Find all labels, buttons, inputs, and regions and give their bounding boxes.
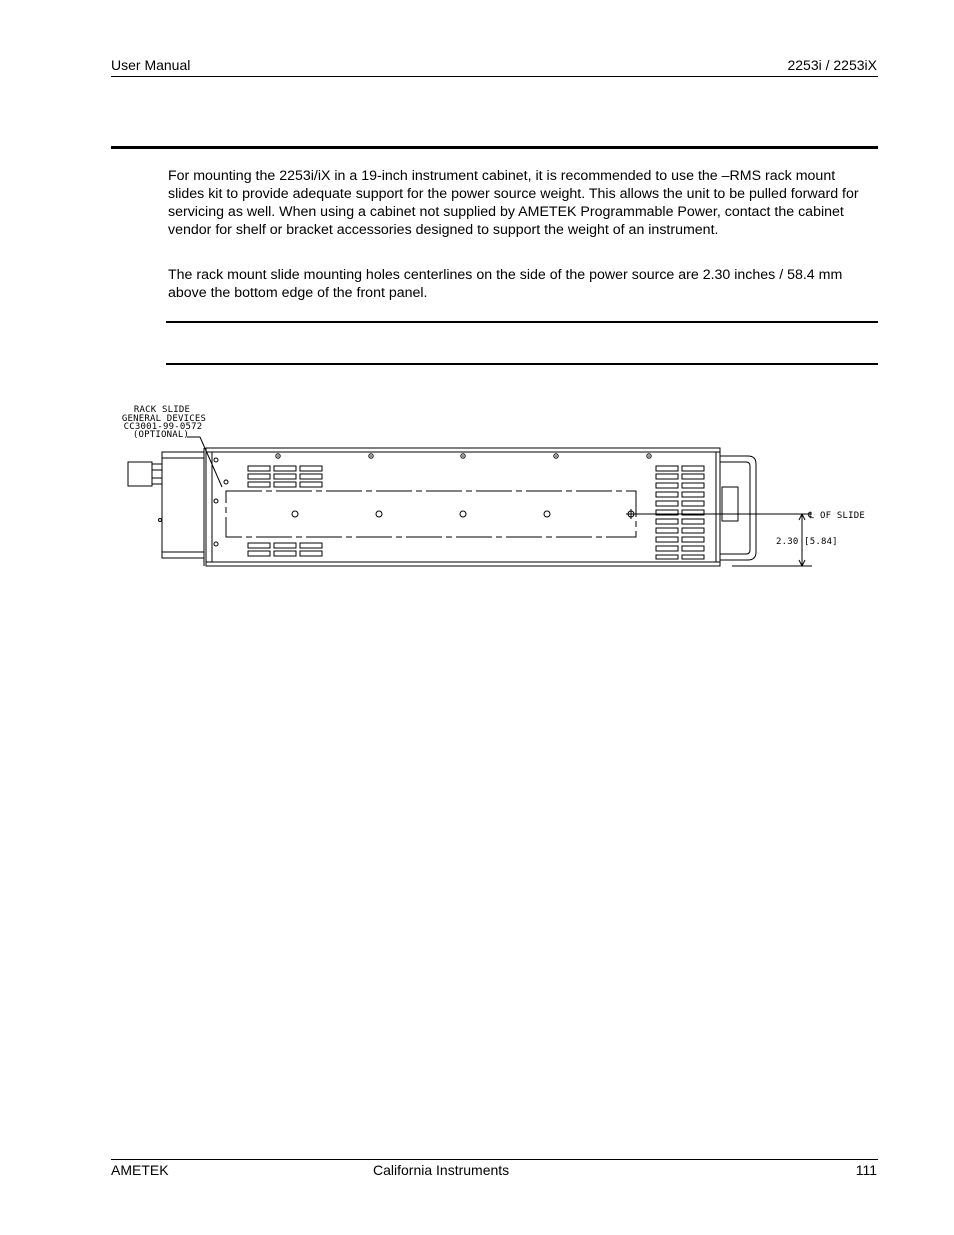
centerline-symbol: ℄ [808, 511, 814, 521]
footer-division: California Instruments [373, 1162, 510, 1178]
front-panel-body [162, 452, 204, 558]
connector-tab [152, 464, 162, 470]
vent-group-front-top [248, 466, 322, 487]
slide-hole [460, 511, 466, 517]
slide-hole [376, 511, 382, 517]
vent-group-front-bottom [248, 543, 322, 556]
handle-bracket [722, 487, 738, 521]
callout-line-3: CC3001-99-0572 [123, 422, 203, 432]
paragraph-rack-mount: For mounting the 2253i/iX in a 19-inch instrument cabinet, it is recommended to use the –RMS rack mount slides kit to provide adequate support for the power source weight. This allows the unit to be pulled forward for servicing as well. When using a cabinet not supplied by AMETEK Programmable Power, contact the cabinet vendor for shelf or bracket accessories designed to support the weight of an instrument. [168, 168, 859, 238]
slide-hole [544, 511, 550, 517]
callout-leader [200, 437, 222, 487]
header-title: User Manual [111, 57, 191, 73]
callout-line-4: (OPTIONAL) [132, 430, 190, 440]
figure-rule-top [166, 321, 878, 323]
connector-block [128, 462, 152, 486]
callout-line-1: RACK SLIDE [133, 405, 191, 415]
vent-group-rear [656, 466, 704, 559]
header-rule [111, 76, 878, 77]
paragraph-slide-holes: The rack mount slide mounting holes centerlines on the side of the power source are 2.30 inches / 58.4 mm above the bottom edge of the front panel. [168, 267, 843, 301]
section-rule [111, 146, 878, 149]
figure-rule-bottom [166, 363, 878, 365]
dimension-label: 2.30 [5.84] [776, 537, 838, 547]
callout-line-2: GENERAL DEVICES [121, 414, 207, 424]
centerline-label: OF SLIDE [820, 511, 865, 521]
slide-rail-outline [226, 491, 636, 537]
page-number: 111 [855, 1162, 877, 1178]
header-model: 2253i / 2253iX [787, 57, 877, 73]
connector-tab [152, 478, 162, 484]
slide-hole [292, 511, 298, 517]
footer-company: AMETEK [111, 1162, 169, 1178]
footer-rule [111, 1159, 878, 1160]
rack-slide-drawing [0, 395, 954, 580]
